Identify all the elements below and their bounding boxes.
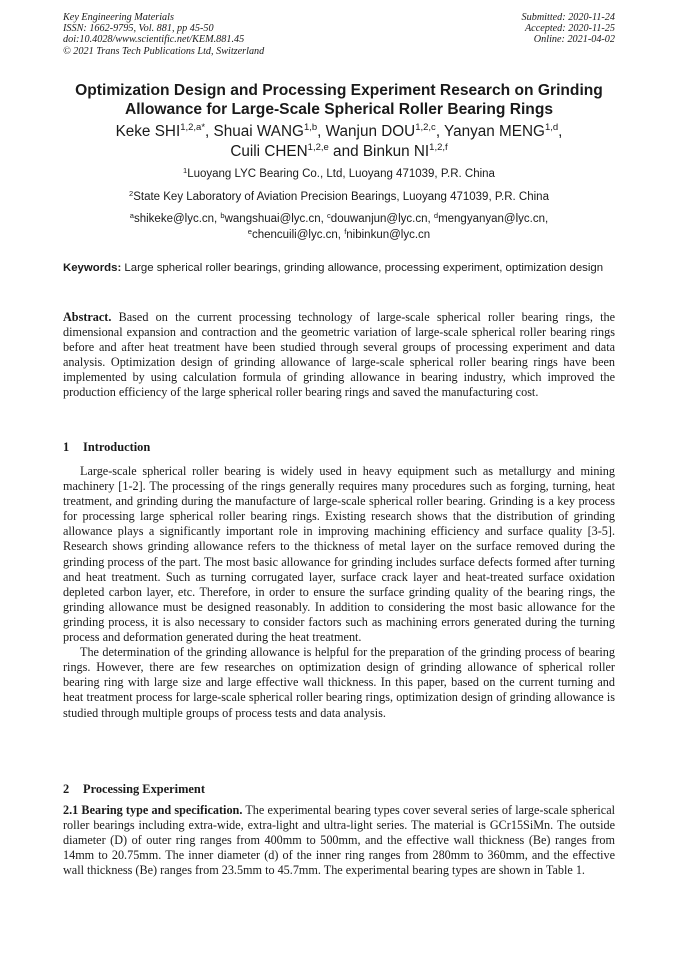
author-emails: $^a$shikeke@lyc.cn, $^b$wangshuai@lyc.cn, $^c$douwanjun@lyc.cn, $^d$mengyanyan@lyc.cn, $^e$chencuili@lyc.cn, $^f$nibinkun@lyc.cn [129,211,549,241]
section-number: 1 [63,440,70,454]
author-name: Wanjun DOU [325,123,416,140]
author-affil-sup: 1,2,a* [180,122,206,133]
journal-header-left [63,12,264,57]
online-date: Online: 2021-04-02 [533,34,615,46]
affiliation-1: $^1$Luoyang LYC Bearing Co., Ltd, Luoyang 471039, P.R. China [183,166,495,180]
paper-title-line-2: Allowance for Large-Scale Spherical Roller Bearing Rings [124,101,554,118]
subsection-label: 2.1 Bearing type and specification. [63,803,243,817]
email-link[interactable]: nibinkun@lyc.cn [346,228,431,241]
email-link[interactable]: wangshuai@lyc.cn, [224,213,328,225]
author-line-1: Keke $SHI^{1,2,a*}$, Shuai WANG$^{1,b}$, Wanjun DOU$^{1,2,c}$, Yanyan MENG$^{1,d}$, [115,122,563,140]
email-link[interactable]: shikeke@lyc.cn, [133,213,221,225]
email-link[interactable]: chencuili@lyc.cn, [251,228,345,241]
section-heading-processing-experiment [63,782,205,797]
section-number: 2 [63,782,70,796]
paragraph: Large-scale spherical roller bearing is widely used in heavy equipment such as metallurgy and mining machinery [1-2]. The processing of the rings generally requires many procedures such as forging, turning, heat treatment, and grinding during the manufacture of large-scale spherical roller bearing. Grinding is a key process for processing large spherical roller bearing rings. Existing research shows that the distribution of grinding allowance plays a significantly important role in improving machining efficiency and surface quality [3-5]. Research shows grinding allowance refers to the thickness of metal layer on the surface removed during the grinding process of the part. The most basic allowance for grinding includes surface defects formed after turning and heat treatment. Such as turning corrugated layer, surface crack layer and heat-treated surface oxidation depleted carbon layer, etc. Therefore, in order to ensure the surface grinding quality of the bearing rings, the grinding allowance must be designed reasonably. In addition to considering the most basic allowance for the grinding process, it is also necessary to consider factors such as machining errors generated during the turning process and deformation generated during the heat treatment. [63,464,615,645]
author-line-2: Cuili CHEN$^{1,2,e}$ and Binkun NI$^{1,2,f}$ [230,141,448,160]
keywords [63,261,615,276]
affiliation-2: $^2$State Key Laboratory of Aviation Precision Bearings, Luoyang 471039, P.R. China [129,189,549,203]
author-affil-sup: 1,2,c [415,122,436,133]
introduction-body [63,464,615,721]
section-2-body [63,803,615,878]
author-name: Keke SHI [115,123,181,140]
abstract [63,310,615,401]
section-heading-introduction [63,440,150,455]
author-list [40,122,638,161]
paper-title [40,81,638,119]
paragraph [63,803,615,878]
author-name: Binkun NI [362,142,430,160]
keywords-text: Large spherical roller bearings, grinding allowance, processing experiment, optimization design [121,262,604,274]
subsection-text: The experimental bearing types cover several series of large-scale spherical roller bearings including extra-wide, extra-light and ultra-light series. The material is GCr15SiMn. The outside diameter (D) of outer ring ranges from 400mm to 500mm, and the effective wall thickness (Be) ranges from 14mm to 20.75mm. The inner diameter (d) of the inner ring ranges from 280mm to 360mm, and the effective wall thickness (Be) ranges from 23.5mm to 45.7mm. The experimental bearing types are shown in Table 1. [63,803,616,878]
keywords-label: Keywords: [63,262,122,274]
author-affil-sup: 1,2,f [429,141,448,153]
journal-doi: doi:10.4028/www.scientific.net/KEM.881.45 [63,34,245,46]
abstract-text: Based on the current processing technology of large-scale spherical roller bearing rings, the dimensional expansion and contraction and the geometric variation of large-scale spherical roller bearing rings before and after heat treatment have been studied through several groups of processing experiment and data analysis. Optimization design of grinding allowance of large-scale spherical roller bearing rings have been implemented by using calculation formula of grinding allowance in bearing industry, which improved the production efficiency of the large spherical roller bearing rings and saved the manufacturing cost. [63,310,615,400]
paragraph: The determination of the grinding allowance is helpful for the preparation of the grinding process of bearing rings. However, there are few researches on optimization design of grinding allowance of spherical roller bearing ring with large size and large effective wall thickness. In this paper, based on the current turning and heat treatment process for large-scale spherical roller bearing rings, optimization design of grinding allowance is studied through multiple groups of process tests and data analysis. [63,645,615,720]
email-link[interactable]: mengyanyan@lyc.cn, [438,213,549,225]
section-title: Introduction [83,440,151,454]
submitted-date: Submitted: 2020-11-24 [521,12,615,23]
author-affil-sup: 1,d [544,122,559,133]
accepted-date: Accepted: 2020-11-25 [524,23,615,35]
author-affil-sup: 1,b [303,122,318,133]
journal-name: Key Engineering Materials [63,12,174,23]
abstract-label: Abstract. [63,310,112,324]
paper-title-line-1: Optimization Design and Processing Experiment Research on Grinding [75,82,603,99]
author-name: Yanyan MENG [444,123,545,140]
author-affil-sup: 1,2,e [307,141,329,153]
author-name: Cuili CHEN [230,142,308,160]
email-link[interactable]: douwanjun@lyc.cn, [330,213,434,225]
journal-issn: ISSN: 1662-9795, Vol. 881, pp 45-50 [63,23,214,35]
section-title: Processing Experiment [83,782,205,796]
journal-copyright: © 2021 Trans Tech Publications Ltd, Switzerland [63,45,265,57]
journal-header-right [522,12,615,46]
author-name: Shuai WANG [213,123,304,140]
